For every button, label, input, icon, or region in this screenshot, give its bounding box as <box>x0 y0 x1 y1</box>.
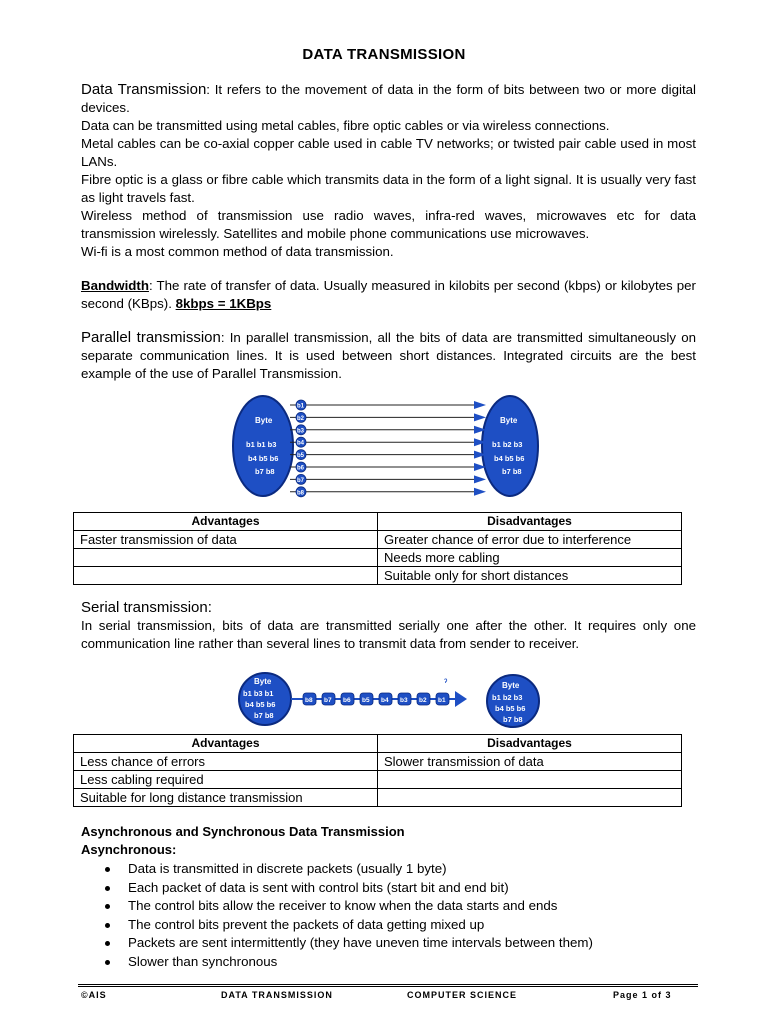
intro-heading: Data Transmission <box>81 81 207 98</box>
parallel-bit-label: b1 <box>297 403 305 410</box>
parallel-table <box>73 512 682 585</box>
bullet-icon <box>105 960 110 965</box>
parallel-arrow-head <box>474 475 486 483</box>
parallel-arrow-head <box>474 413 486 421</box>
table-cell: Faster transmission of data <box>74 531 378 549</box>
serial-text: In serial transmission, bits of data are transmitted serially one after the other. It requires only one communication line rather than several lines to transmit data from sender to receiver. <box>81 618 696 651</box>
intro-line5: Wireless method of transmission use radio waves, infra-red waves, microwaves etc for data transmission wirelessly. Satellites and mobile phone communications use microwaves. <box>81 208 696 241</box>
list-item <box>105 916 695 935</box>
table-cell <box>378 771 682 789</box>
parallel-bit-label: b2 <box>297 415 305 422</box>
serial-right-bits-row1: b1 b2 b3 <box>492 693 523 702</box>
parallel-diagram <box>230 392 540 500</box>
serial-table-header-disadvantages: Disadvantages <box>378 735 682 753</box>
intro-line2: Data can be transmitted using metal cables, fibre optic cables or via wireless connections. <box>81 118 610 133</box>
async-heading: Asynchronous and Synchronous Data Transmission <box>81 824 405 839</box>
parallel-bit-label: b8 <box>297 490 305 497</box>
serial-right-bits-row3: b7 b8 <box>503 715 523 724</box>
list-item-text: Packets are sent intermittently (they have uneven time intervals between them) <box>128 935 593 951</box>
async-subheading: Asynchronous: <box>81 842 177 857</box>
parallel-section <box>81 329 696 383</box>
page-title: DATA TRANSMISSION <box>302 46 466 63</box>
parallel-right-byte-label: Byte <box>500 416 518 425</box>
serial-bit-label: b5 <box>362 697 370 704</box>
parallel-bit-label: b6 <box>297 465 305 472</box>
bandwidth-formula: 8kbps = 1KBps <box>175 296 272 311</box>
serial-table-header-advantages: Advantages <box>74 735 378 753</box>
bandwidth-text: : The rate of transfer of data. Usually measured in kilobits per second (kbps) or kilobytes per second (KBps). <box>81 278 696 311</box>
list-item-text: Each packet of data is sent with control bits (start bit and end bit) <box>128 879 509 895</box>
serial-bit-label: b7 <box>324 697 332 704</box>
serial-left-bits-row3: b7 b8 <box>254 711 274 720</box>
table-cell: Needs more cabling <box>378 549 682 567</box>
bullet-icon <box>105 886 110 891</box>
serial-bit-label: b2 <box>419 697 427 704</box>
footer-doc-title: DATA TRANSMISSION <box>221 990 333 1000</box>
serial-bit-label: b8 <box>305 697 313 704</box>
serial-right-bits-row2: b4 b5 b6 <box>495 704 526 713</box>
list-item-text: The control bits prevent the packets of data getting mixed up <box>128 916 485 932</box>
serial-bit-label: b1 <box>438 697 446 704</box>
serial-heading: Serial transmission: <box>81 599 212 616</box>
parallel-left-bits-row2: b4 b5 b6 <box>248 454 279 463</box>
list-item-text: Data is transmitted in discrete packets (usually 1 byte) <box>128 861 447 876</box>
page-footer <box>0 990 768 1004</box>
list-item <box>105 879 695 898</box>
table-cell: Slower transmission of data <box>378 753 682 771</box>
parallel-heading: Parallel transmission <box>81 329 221 346</box>
bullet-icon <box>105 923 110 928</box>
list-item <box>105 953 695 972</box>
async-section <box>81 823 696 859</box>
parallel-arrow-head <box>474 401 486 409</box>
parallel-right-bits-row3: b7 b8 <box>502 467 522 476</box>
parallel-arrow-head <box>474 488 486 496</box>
table-row <box>74 531 682 549</box>
serial-bit-label: b3 <box>400 697 408 704</box>
parallel-left-bits-row1: b1 b1 b3 <box>246 440 277 449</box>
intro-line3: Metal cables can be co-axial copper cable used in cable TV networks; or twisted pair cable used in most LANs. <box>81 136 696 169</box>
table-cell: Suitable for long distance transmission <box>74 789 378 807</box>
parallel-right-bits-row1: b1 b2 b3 <box>492 440 523 449</box>
parallel-left-byte-label: Byte <box>255 416 273 425</box>
parallel-table-header-disadvantages: Disadvantages <box>378 513 682 531</box>
list-item <box>105 897 695 916</box>
table-row <box>74 567 682 585</box>
table-cell <box>74 549 378 567</box>
parallel-bit-label: b3 <box>297 428 305 435</box>
footer-page-number: Page 1 of 3 <box>613 990 672 1000</box>
table-cell <box>74 567 378 585</box>
serial-left-bits-row2: b4 b5 b6 <box>245 700 276 709</box>
serial-table <box>73 734 682 807</box>
parallel-left-bits-row3: b7 b8 <box>255 467 275 476</box>
intro-line4: Fibre optic is a glass or fibre cable which transmits data in the form of a light signal. It is usually very fast as light travels fast. <box>81 172 696 205</box>
list-item-text: Slower than synchronous <box>128 953 278 969</box>
serial-left-byte-label: Byte <box>254 677 272 686</box>
parallel-bit-label: b7 <box>297 477 305 484</box>
table-row <box>74 789 682 807</box>
table-cell: Less cabling required <box>74 771 378 789</box>
parallel-table-header-advantages: Advantages <box>74 513 378 531</box>
table-cell: Suitable only for short distances <box>378 567 682 585</box>
serial-arrow-head <box>455 691 467 707</box>
parallel-text: : In parallel transmission, all the bits of data are transmitted simultaneously on separate communication lines. It is used between short distances. Integrated circuits are the best example of the use of Parallel Transmission. <box>81 330 696 381</box>
bandwidth-section <box>81 277 696 313</box>
intro-line6: Wi-fi is a most common method of data transmission. <box>81 244 394 259</box>
footer-copyright: ©AIS <box>81 990 107 1000</box>
list-item <box>105 934 695 953</box>
intro-section <box>81 81 696 261</box>
table-row <box>74 753 682 771</box>
bullet-icon <box>105 904 110 909</box>
serial-left-bits-row1: b1 b3 b1 <box>243 689 274 698</box>
list-item <box>105 860 695 879</box>
footer-rule-top <box>78 984 698 985</box>
table-cell: Greater chance of error due to interference <box>378 531 682 549</box>
table-cell: Less chance of errors <box>74 753 378 771</box>
intro-line1: : It refers to the movement of data in the form of bits between two or more digital devices. <box>81 82 696 115</box>
table-row <box>74 549 682 567</box>
serial-diagram <box>235 672 545 730</box>
bullet-icon <box>105 867 110 872</box>
serial-section <box>81 599 696 653</box>
footer-rule-bottom <box>78 986 698 987</box>
bandwidth-heading: Bandwidth <box>81 278 149 293</box>
parallel-bit-label: b5 <box>297 453 305 460</box>
serial-bit-label: b6 <box>343 697 351 704</box>
parallel-bit-label: b4 <box>297 440 305 447</box>
table-cell <box>378 789 682 807</box>
serial-arrow-mark: ˀ <box>444 677 448 687</box>
table-row <box>74 771 682 789</box>
async-bullet-list <box>105 860 695 972</box>
footer-subject: COMPUTER SCIENCE <box>407 990 518 1000</box>
list-item-text: The control bits allow the receiver to know when the data starts and ends <box>128 898 558 914</box>
parallel-right-bits-row2: b4 b5 b6 <box>494 454 525 463</box>
serial-bit-label: b4 <box>381 697 389 704</box>
serial-right-byte-label: Byte <box>502 681 520 690</box>
bullet-icon <box>105 941 110 946</box>
